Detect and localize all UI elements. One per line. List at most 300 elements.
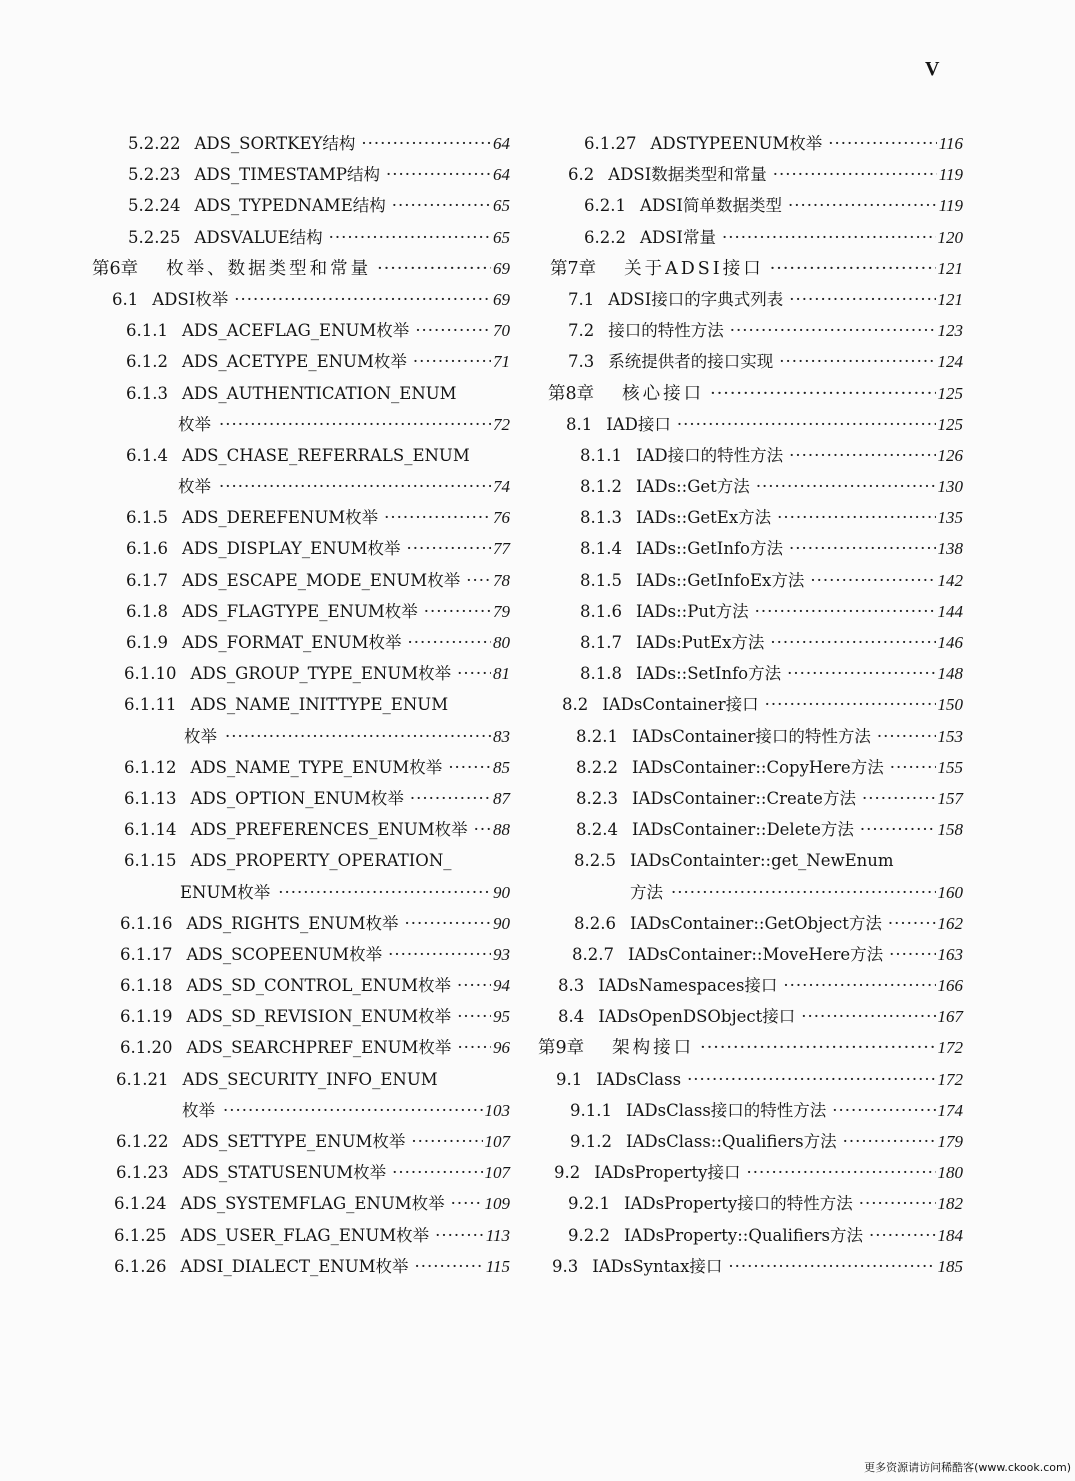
toc-leader-dots	[843, 1126, 936, 1157]
toc-entry-page: 71	[493, 352, 510, 372]
toc-entry-page: 64	[493, 134, 510, 153]
toc-entry-title: ADS_USER_FLAG_ENUM枚举	[180, 1225, 430, 1245]
toc-entry-title: IADsContainer::Create方法	[631, 788, 856, 808]
toc-entry-title: ADS_SD_CONTROL_ENUM枚举	[186, 976, 451, 996]
toc-leader-dots	[448, 752, 491, 783]
toc-entry-title: ADS_FORMAT_ENUM枚举	[181, 633, 402, 652]
toc-entry-title: 架构接口	[612, 1038, 695, 1059]
toc-entry-page: 64	[493, 165, 510, 185]
toc-entry	[92, 596, 510, 627]
toc-entry-number: 6.1.24	[114, 1194, 167, 1214]
toc-entry-title: IADsContainer接口	[602, 695, 759, 715]
toc-entry-page: 79	[493, 601, 510, 621]
toc-leader-dots	[710, 379, 935, 410]
toc-entry-title: ADS_NAME_TYPE_ENUM枚举	[190, 757, 443, 777]
toc-entry-number: 8.4	[558, 1007, 585, 1027]
toc-entry-page: 78	[493, 570, 510, 590]
toc-entry-title: 方法	[630, 882, 663, 902]
toc-entry	[92, 471, 510, 502]
toc-entry-title: IADs::GetInfoEx方法	[635, 570, 805, 590]
toc-leader-dots	[234, 284, 491, 315]
toc-leader-dots	[384, 502, 491, 533]
toc-entry	[92, 222, 510, 253]
toc-leader-dots	[386, 159, 491, 190]
toc-entry-title: ADS_SEARCHPREF_ENUM枚举	[186, 1038, 452, 1058]
toc-entry-title: ADS_TYPEDNAME结构	[194, 196, 386, 216]
toc-entry-number: 8.3	[558, 976, 585, 996]
toc-entry	[538, 533, 963, 564]
toc-leader-dots	[788, 190, 937, 221]
toc-entry-title: IADs::GetInfo方法	[635, 539, 783, 559]
toc-entry-number: 6.1.9	[126, 633, 168, 652]
toc-entry-number: 5.2.23	[128, 165, 181, 185]
toc-entry-title: IADsClass::Qualifiers方法	[625, 1132, 837, 1151]
toc-entry-number: 6.1.14	[124, 820, 177, 840]
toc-entry	[538, 1001, 963, 1032]
toc-entry-title: 核心接口	[622, 383, 705, 404]
toc-leader-dots	[406, 533, 491, 564]
toc-entry	[92, 533, 510, 564]
toc-entry	[92, 939, 510, 970]
toc-entry-number: 6.1.8	[126, 601, 168, 621]
toc-entry-page: 121	[937, 258, 963, 278]
toc-entry	[538, 565, 963, 596]
toc-entry-page: 72	[493, 414, 510, 434]
toc-entry-page: 157	[937, 788, 963, 808]
toc-leader-dots	[746, 1157, 935, 1188]
toc-entry-page: 135	[937, 508, 963, 528]
toc-leader-dots	[773, 159, 937, 190]
toc-entry	[92, 409, 510, 440]
toc-entry-page: 85	[493, 757, 510, 777]
toc-leader-dots	[377, 254, 491, 285]
toc-entry-number: 9.1.1	[570, 1100, 612, 1120]
toc-entry-number: 9.2.1	[568, 1194, 610, 1214]
toc-entry-title: IADsClass	[596, 1069, 682, 1089]
toc-entry-page: 148	[937, 664, 963, 684]
toc-entry	[538, 409, 963, 440]
toc-entry-title: ADSI_DIALECT_ENUM枚举	[180, 1256, 409, 1276]
toc-entry-number: 6.1.15	[124, 851, 177, 871]
toc-leader-dots	[777, 502, 935, 533]
toc-entry-number: 8.1.4	[580, 539, 622, 559]
toc-entry-title: ADS_PROPERTY_OPERATION_	[190, 851, 452, 871]
toc-entry-number: 8.1.1	[580, 445, 622, 465]
toc-leader-dots	[862, 783, 936, 814]
toc-entry-page: 167	[937, 1007, 963, 1027]
toc-entry-title: 枚举	[182, 1100, 215, 1120]
toc-entry-title: ENUM枚举	[180, 882, 271, 902]
toc-entry-page: 80	[493, 633, 510, 652]
toc-leader-dots	[801, 1001, 935, 1032]
toc-leader-dots	[877, 721, 936, 752]
toc-leader-dots	[361, 128, 491, 159]
toc-entry-number: 9.1	[556, 1069, 583, 1089]
toc-entry-page: 115	[485, 1256, 510, 1276]
toc-entry	[538, 783, 963, 814]
toc-entry-number: 6.1.12	[124, 757, 177, 777]
toc-leader-dots	[435, 1220, 484, 1251]
toc-entry-number: 5.2.24	[128, 196, 181, 216]
toc-chapter-entry	[538, 253, 963, 284]
toc-entry-number: 9.2	[554, 1163, 581, 1183]
toc-entry-title: ADSI数据类型和常量	[608, 165, 767, 185]
toc-entry-page: 142	[937, 570, 963, 590]
toc-entry-number: 6.1.6	[126, 539, 168, 559]
toc-entry-title: IADsProperty::Qualifiers方法	[623, 1225, 863, 1245]
toc-entry	[92, 658, 510, 689]
toc-entry-page: 69	[493, 289, 510, 309]
toc-entry-title: ADSI枚举	[152, 289, 229, 309]
toc-entry	[538, 346, 963, 377]
toc-leader-dots	[687, 1064, 935, 1095]
toc-entry-title: IADsContainer::Delete方法	[631, 820, 854, 840]
toc-entry	[538, 596, 963, 627]
toc-entry	[92, 1188, 510, 1219]
toc-entry-page: 70	[493, 321, 510, 341]
toc-entry-title: IADsProperty接口的特性方法	[623, 1194, 853, 1214]
toc-entry-page: 158	[937, 820, 963, 840]
toc-entry	[538, 689, 963, 720]
toc-leader-dots	[466, 565, 491, 596]
toc-leader-dots	[388, 939, 491, 970]
toc-chapter-entry	[538, 1032, 963, 1063]
toc-entry-number: 8.2.7	[572, 944, 614, 964]
toc-entry-page: 77	[493, 539, 510, 559]
toc-entry	[538, 1064, 963, 1095]
toc-entry-page: 121	[937, 289, 963, 309]
toc-leader-dots	[451, 1188, 483, 1219]
toc-leader-dots	[405, 908, 491, 939]
toc-leader-dots	[810, 565, 935, 596]
toc-entry-number: 6.1.16	[120, 913, 173, 933]
toc-entry-page: 124	[937, 352, 963, 372]
toc-entry	[538, 1126, 963, 1157]
toc-entry-number: 8.1.3	[580, 508, 622, 528]
toc-leader-dots	[415, 315, 491, 346]
toc-entry-page: 162	[937, 913, 963, 933]
toc-entry-title: ADS_ACEFLAG_ENUM枚举	[181, 321, 410, 341]
toc-entry-title: ADS_PREFERENCES_ENUM枚举	[190, 820, 468, 840]
toc-leader-dots	[329, 222, 491, 253]
toc-entry-number: 6.1.4	[126, 445, 168, 465]
toc-leader-dots	[457, 1032, 491, 1063]
toc-entry-number: 6.1.22	[116, 1132, 169, 1151]
toc-entry	[92, 908, 510, 939]
toc-entry-page: 172	[937, 1038, 963, 1058]
toc-leader-dots	[789, 284, 935, 315]
toc-entry-number: 8.1.7	[580, 633, 622, 652]
toc-entry-number: 6.1.25	[114, 1225, 167, 1245]
toc-entry-title: IADsNamespaces接口	[598, 976, 778, 996]
toc-leader-dots	[779, 346, 935, 377]
toc-entry	[538, 1095, 963, 1126]
toc-entry	[92, 970, 510, 1001]
toc-entry-page: 90	[493, 913, 510, 933]
toc-entry-title: IADs::GetEx方法	[635, 508, 772, 528]
toc-entry-page: 166	[937, 976, 963, 996]
toc-entry-page: 119	[938, 165, 963, 185]
toc-leader-dots	[457, 970, 491, 1001]
toc-leader-dots	[415, 1251, 484, 1282]
toc-entry-number: 8.2.6	[574, 913, 616, 933]
toc-entry-number: 6.1.19	[120, 1007, 173, 1027]
toc-entry-number: 6.1	[112, 289, 139, 309]
toc-entry	[538, 190, 963, 221]
toc-entry-number: 6.2.2	[584, 227, 626, 247]
toc-entry-title: IADsClass接口的特性方法	[625, 1100, 827, 1120]
toc-entry-page: 160	[937, 882, 963, 902]
toc-entry-page: 83	[493, 726, 510, 746]
toc-entry-page: 81	[493, 664, 510, 684]
toc-entry-title: ADSI简单数据类型	[639, 196, 782, 216]
toc-chapter-entry	[538, 378, 963, 409]
toc-entry-title: 关于ADSI接口	[624, 258, 764, 279]
toc-entry-title: IADs::SetInfo方法	[635, 664, 782, 684]
toc-entry-title: IADsSyntax接口	[592, 1256, 723, 1276]
toc-entry	[92, 1032, 510, 1063]
toc-entry-page: 146	[937, 633, 963, 652]
toc-leader-dots	[700, 1033, 935, 1064]
toc-entry-title: ADS_SYSTEMFLAG_ENUM枚举	[180, 1194, 445, 1214]
toc-entry	[92, 440, 510, 471]
toc-entry-page: 174	[937, 1100, 963, 1120]
toc-entry-title: ADS_SD_REVISION_ENUM枚举	[186, 1007, 452, 1027]
toc-leader-dots	[728, 1251, 935, 1282]
toc-entry-number: 8.2	[562, 695, 589, 715]
toc-entry	[538, 1251, 963, 1282]
toc-entry-title: ADS_SECURITY_INFO_ENUM	[182, 1069, 438, 1089]
footer-watermark: 更多资源请访问稀酷客(www.ckook.com)	[864, 1461, 1071, 1474]
toc-entry	[92, 1251, 510, 1282]
toc-entry	[92, 627, 510, 658]
toc-entry-number: 6.1.23	[116, 1163, 169, 1183]
toc-entry	[538, 845, 963, 876]
toc-leader-dots	[783, 970, 935, 1001]
toc-entry	[538, 222, 963, 253]
toc-entry-page: 180	[937, 1163, 963, 1183]
toc-entry-page: 95	[493, 1007, 510, 1027]
toc-leader-dots	[457, 1001, 491, 1032]
toc-entry-number: 6.2.1	[584, 196, 626, 216]
toc-entry-number: 8.2.3	[576, 788, 618, 808]
toc-entry	[92, 1001, 510, 1032]
toc-entry-title: ADS_ACETYPE_ENUM枚举	[181, 352, 407, 372]
toc-entry-number: 6.1.27	[584, 134, 637, 153]
toc-entry-number: 7.2	[568, 321, 595, 341]
toc-entry-page: 120	[937, 227, 963, 247]
toc-leader-dots	[474, 814, 491, 845]
toc-entry-number: 8.1.8	[580, 664, 622, 684]
toc-right-column	[538, 128, 963, 1282]
toc-entry-title: ADS_TIMESTAMP结构	[194, 165, 380, 185]
toc-entry-title: ADS_GROUP_TYPE_ENUM枚举	[190, 664, 452, 684]
toc-entry-title: ADSVALUE结构	[194, 227, 323, 247]
toc-leader-dots	[832, 1095, 935, 1126]
toc-entry-number: 9.3	[552, 1256, 579, 1276]
toc-entry	[538, 1157, 963, 1188]
toc-entry-number: 9.1.2	[570, 1132, 612, 1151]
toc-entry-number: 6.1.7	[126, 570, 168, 590]
toc-entry-number: 6.1.2	[126, 352, 168, 372]
toc-entry-number: 6.1.10	[124, 664, 177, 684]
toc-entry-number: 第8章	[548, 383, 595, 404]
toc-entry-page: 103	[484, 1100, 510, 1120]
toc-entry	[92, 877, 510, 908]
toc-leader-dots	[411, 1126, 482, 1157]
toc-leader-dots	[787, 658, 935, 689]
toc-entry-number: 第9章	[538, 1038, 585, 1059]
toc-leader-dots	[677, 409, 936, 440]
toc-entry	[92, 1064, 510, 1095]
toc-entry-title: IADs::Put方法	[635, 601, 749, 621]
toc-leader-dots	[722, 222, 936, 253]
toc-entry-number: 8.1.5	[580, 570, 622, 590]
toc-entry-page: 65	[493, 227, 510, 247]
toc-entry-number: 6.1.21	[116, 1069, 169, 1089]
toc-entry-number: 5.2.25	[128, 227, 181, 247]
toc-chapter-entry	[92, 253, 510, 284]
toc-entry-number: 6.1.18	[120, 976, 173, 996]
toc-entry	[538, 502, 963, 533]
toc-entry-number: 6.1.3	[126, 383, 168, 403]
toc-entry-page: 119	[938, 196, 963, 216]
toc-entry-number: 7.3	[568, 352, 595, 372]
toc-entry	[538, 284, 963, 315]
toc-entry-title: IAD接口	[606, 414, 671, 434]
toc-entry-page: 116	[938, 134, 963, 153]
toc-entry	[92, 1157, 510, 1188]
toc-entry-title: ADSI接口的字典式列表	[608, 289, 784, 309]
toc-entry-number: 第7章	[550, 258, 597, 279]
toc-leader-dots	[219, 409, 491, 440]
toc-entry-title: ADS_STATUSENUM枚举	[182, 1163, 387, 1183]
toc-entry-number: 6.1.13	[124, 788, 177, 808]
toc-leader-dots	[789, 440, 935, 471]
toc-leader-dots	[890, 752, 936, 783]
toc-entry-title: ADS_ESCAPE_MODE_ENUM枚举	[181, 570, 461, 590]
toc-entry-page: 130	[937, 477, 963, 497]
toc-entry	[92, 190, 510, 221]
toc-entry-page: 179	[937, 1132, 963, 1151]
toc-entry-title: 枚举	[178, 414, 211, 434]
toc-entry	[92, 315, 510, 346]
toc-entry-page: 182	[937, 1194, 963, 1214]
toc-entry-page: 126	[937, 445, 963, 465]
toc-entry-page: 87	[493, 788, 510, 808]
toc-entry-number: 8.2.4	[576, 820, 618, 840]
toc-entry-page: 107	[484, 1132, 510, 1151]
toc-entry-number: 6.1.5	[126, 508, 168, 528]
toc-leader-dots	[789, 533, 936, 564]
toc-entry	[538, 128, 963, 159]
toc-leader-dots	[410, 783, 491, 814]
toc-leader-dots	[770, 627, 935, 658]
toc-entry-title: ADS_CHASE_REFERRALS_ENUM	[181, 445, 470, 465]
toc-entry-title: 系统提供者的接口实现	[608, 352, 774, 372]
toc-entry	[538, 440, 963, 471]
toc-entry-title: 接口的特性方法	[608, 321, 724, 341]
toc-entry-number: 6.1.20	[120, 1038, 173, 1058]
toc-entry	[538, 752, 963, 783]
toc-entry-page: 113	[485, 1225, 510, 1245]
toc-entry-page: 74	[493, 477, 510, 497]
toc-entry	[538, 908, 963, 939]
toc-entry-number: 6.1.17	[120, 944, 173, 964]
toc-entry-title: ADSTYPEENUM枚举	[650, 134, 823, 153]
toc-entry-page: 65	[493, 196, 510, 216]
toc-entry-title: IADsContainer接口的特性方法	[631, 726, 871, 746]
toc-entry	[92, 721, 510, 752]
toc-entry-title: ADS_SORTKEY结构	[194, 134, 356, 153]
toc-entry-title: IADsProperty接口	[594, 1163, 741, 1183]
toc-entry-title: ADS_SETTYPE_ENUM枚举	[182, 1132, 406, 1151]
toc-entry-page: 69	[493, 258, 510, 278]
toc-entry-number: 6.1.26	[114, 1256, 167, 1276]
toc-leader-dots	[869, 1220, 936, 1251]
toc-entry	[92, 814, 510, 845]
toc-entry-page: 138	[937, 539, 963, 559]
toc-leader-dots	[413, 346, 491, 377]
toc-entry-title: IAD接口的特性方法	[635, 445, 784, 465]
toc-entry-title: 枚举	[178, 477, 211, 497]
toc-entry-number: 8.1.2	[580, 477, 622, 497]
toc-entry	[538, 627, 963, 658]
toc-entry	[92, 845, 510, 876]
toc-entry-title: 枚举	[184, 726, 217, 746]
toc-entry-title: ADS_DISPLAY_ENUM枚举	[181, 539, 401, 559]
toc-entry-page: 163	[937, 944, 963, 964]
toc-entry-number: 8.1.6	[580, 601, 622, 621]
toc-entry	[92, 1126, 510, 1157]
toc-entry-number: 9.2.2	[568, 1225, 610, 1245]
toc-entry-title: IADsContainer::CopyHere方法	[631, 757, 884, 777]
toc-entry-page: 88	[493, 820, 510, 840]
toc-leader-dots	[457, 658, 491, 689]
toc-entry-number: 6.1.1	[126, 321, 168, 341]
toc-entry	[538, 658, 963, 689]
toc-leader-dots	[219, 471, 491, 502]
toc-entry	[92, 284, 510, 315]
toc-leader-dots	[889, 939, 935, 970]
toc-entry-page: 172	[937, 1069, 963, 1089]
toc-entry	[92, 378, 510, 409]
toc-entry-page: 185	[937, 1256, 963, 1276]
toc-entry-number: 8.2.5	[574, 851, 616, 871]
toc-entry-title: IADs:PutEx方法	[635, 633, 765, 652]
toc-entry-page: 90	[493, 882, 510, 902]
toc-entry-number: 6.2	[568, 165, 595, 185]
toc-entry-title: ADSI常量	[639, 227, 716, 247]
toc-entry	[538, 471, 963, 502]
toc-entry	[538, 814, 963, 845]
toc-entry-page: 76	[493, 508, 510, 528]
toc-entry-number: 5.2.22	[128, 134, 181, 153]
toc-entry-title: IADsContainer::MoveHere方法	[627, 944, 884, 964]
toc-entry-number: 8.1	[566, 414, 593, 434]
toc-entry	[92, 128, 510, 159]
toc-entry-page: 150	[937, 695, 963, 715]
toc-entry-title: ADS_OPTION_ENUM枚举	[190, 788, 404, 808]
toc-entry	[538, 315, 963, 346]
toc-entry	[92, 502, 510, 533]
toc-leader-dots	[392, 190, 491, 221]
toc-entry-page: 93	[493, 944, 510, 964]
toc-entry	[538, 970, 963, 1001]
toc-leader-dots	[756, 471, 936, 502]
toc-entry-title: 枚举、数据类型和常量	[166, 258, 372, 279]
toc-entry-page: 107	[484, 1163, 510, 1183]
